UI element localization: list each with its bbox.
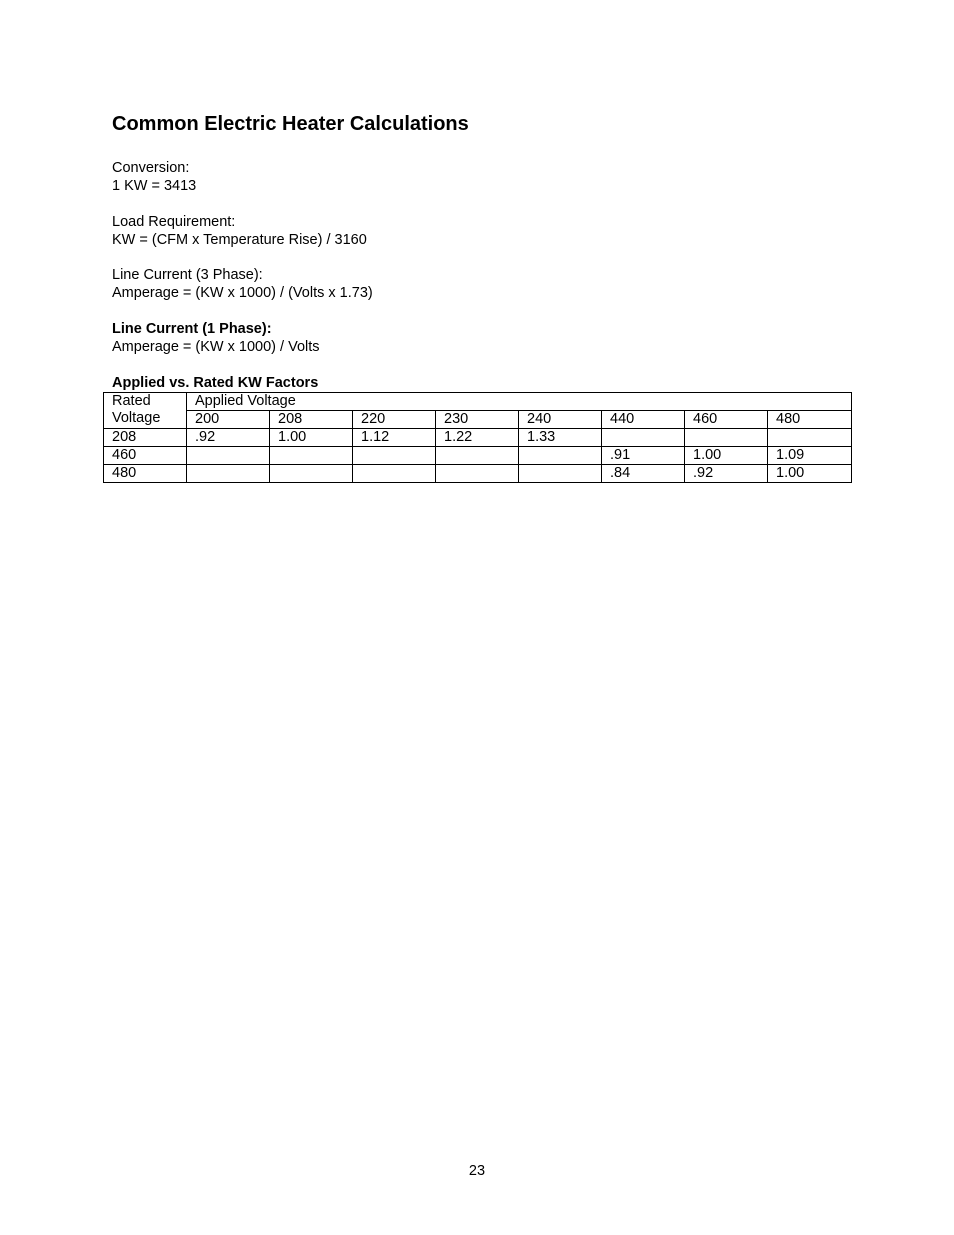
- page-title: Common Electric Heater Calculations: [112, 113, 469, 135]
- load-requirement-label: Load Requirement:: [112, 214, 236, 230]
- applied-voltage-header: Applied Voltage: [187, 393, 852, 411]
- factor-cell: [270, 465, 353, 483]
- factor-cell: .92: [685, 465, 768, 483]
- factor-cell: 1.09: [768, 447, 852, 465]
- rated-voltage-header: [104, 393, 187, 429]
- conversion-formula: 1 KW = 3413: [112, 178, 197, 194]
- factor-cell: [436, 447, 519, 465]
- rated-voltage-cell: 460: [104, 447, 187, 465]
- factor-cell: 1.00: [768, 465, 852, 483]
- applied-voltage-cell: 480: [768, 411, 852, 429]
- factor-cell: 1.22: [436, 429, 519, 447]
- one-phase-formula: Amperage = (KW x 1000) / Volts: [112, 339, 320, 355]
- factor-cell: [353, 447, 436, 465]
- factor-cell: [270, 447, 353, 465]
- table-row: [104, 429, 852, 447]
- rated-voltage-cell: 480: [104, 465, 187, 483]
- factor-cell: .84: [602, 465, 685, 483]
- applied-voltage-cell: 220: [353, 411, 436, 429]
- load-requirement-section: [112, 213, 367, 249]
- applied-voltage-cell: 240: [519, 411, 602, 429]
- applied-voltage-cell: 208: [270, 411, 353, 429]
- three-phase-formula: Amperage = (KW x 1000) / (Volts x 1.73): [112, 285, 373, 301]
- factor-cell: [519, 465, 602, 483]
- factor-cell: [436, 465, 519, 483]
- applied-voltage-cell: 230: [436, 411, 519, 429]
- table-row: [104, 465, 852, 483]
- kw-factors-table: [103, 392, 852, 483]
- one-phase-label: Line Current (1 Phase):: [112, 321, 272, 337]
- factor-cell: [768, 429, 852, 447]
- rated-header-line1: Rated: [112, 393, 151, 409]
- factor-cell: .91: [602, 447, 685, 465]
- conversion-section: [112, 159, 196, 195]
- applied-voltages-row: [104, 411, 852, 429]
- three-phase-section: [112, 266, 373, 302]
- applied-voltage-cell: 460: [685, 411, 768, 429]
- factor-cell: [187, 465, 270, 483]
- factor-cell: [602, 429, 685, 447]
- factor-cell: 1.12: [353, 429, 436, 447]
- load-requirement-formula: KW = (CFM x Temperature Rise) / 3160: [112, 232, 367, 248]
- factor-cell: [519, 447, 602, 465]
- table-header-row: [104, 393, 852, 411]
- factor-cell: [685, 429, 768, 447]
- applied-voltage-cell: 440: [602, 411, 685, 429]
- page-number: 23: [468, 1163, 486, 1179]
- factor-cell: 1.33: [519, 429, 602, 447]
- factor-cell: [187, 447, 270, 465]
- factor-cell: .92: [187, 429, 270, 447]
- rated-voltage-cell: 208: [104, 429, 187, 447]
- one-phase-section: [112, 320, 320, 356]
- factor-cell: 1.00: [270, 429, 353, 447]
- rated-header-line2: Voltage: [112, 410, 161, 426]
- applied-voltage-cell: 200: [187, 411, 270, 429]
- three-phase-label: Line Current (3 Phase):: [112, 267, 263, 283]
- table-caption: Applied vs. Rated KW Factors: [112, 375, 319, 391]
- factor-cell: 1.00: [685, 447, 768, 465]
- table-row: [104, 447, 852, 465]
- factor-cell: [353, 465, 436, 483]
- conversion-label: Conversion:: [112, 160, 190, 176]
